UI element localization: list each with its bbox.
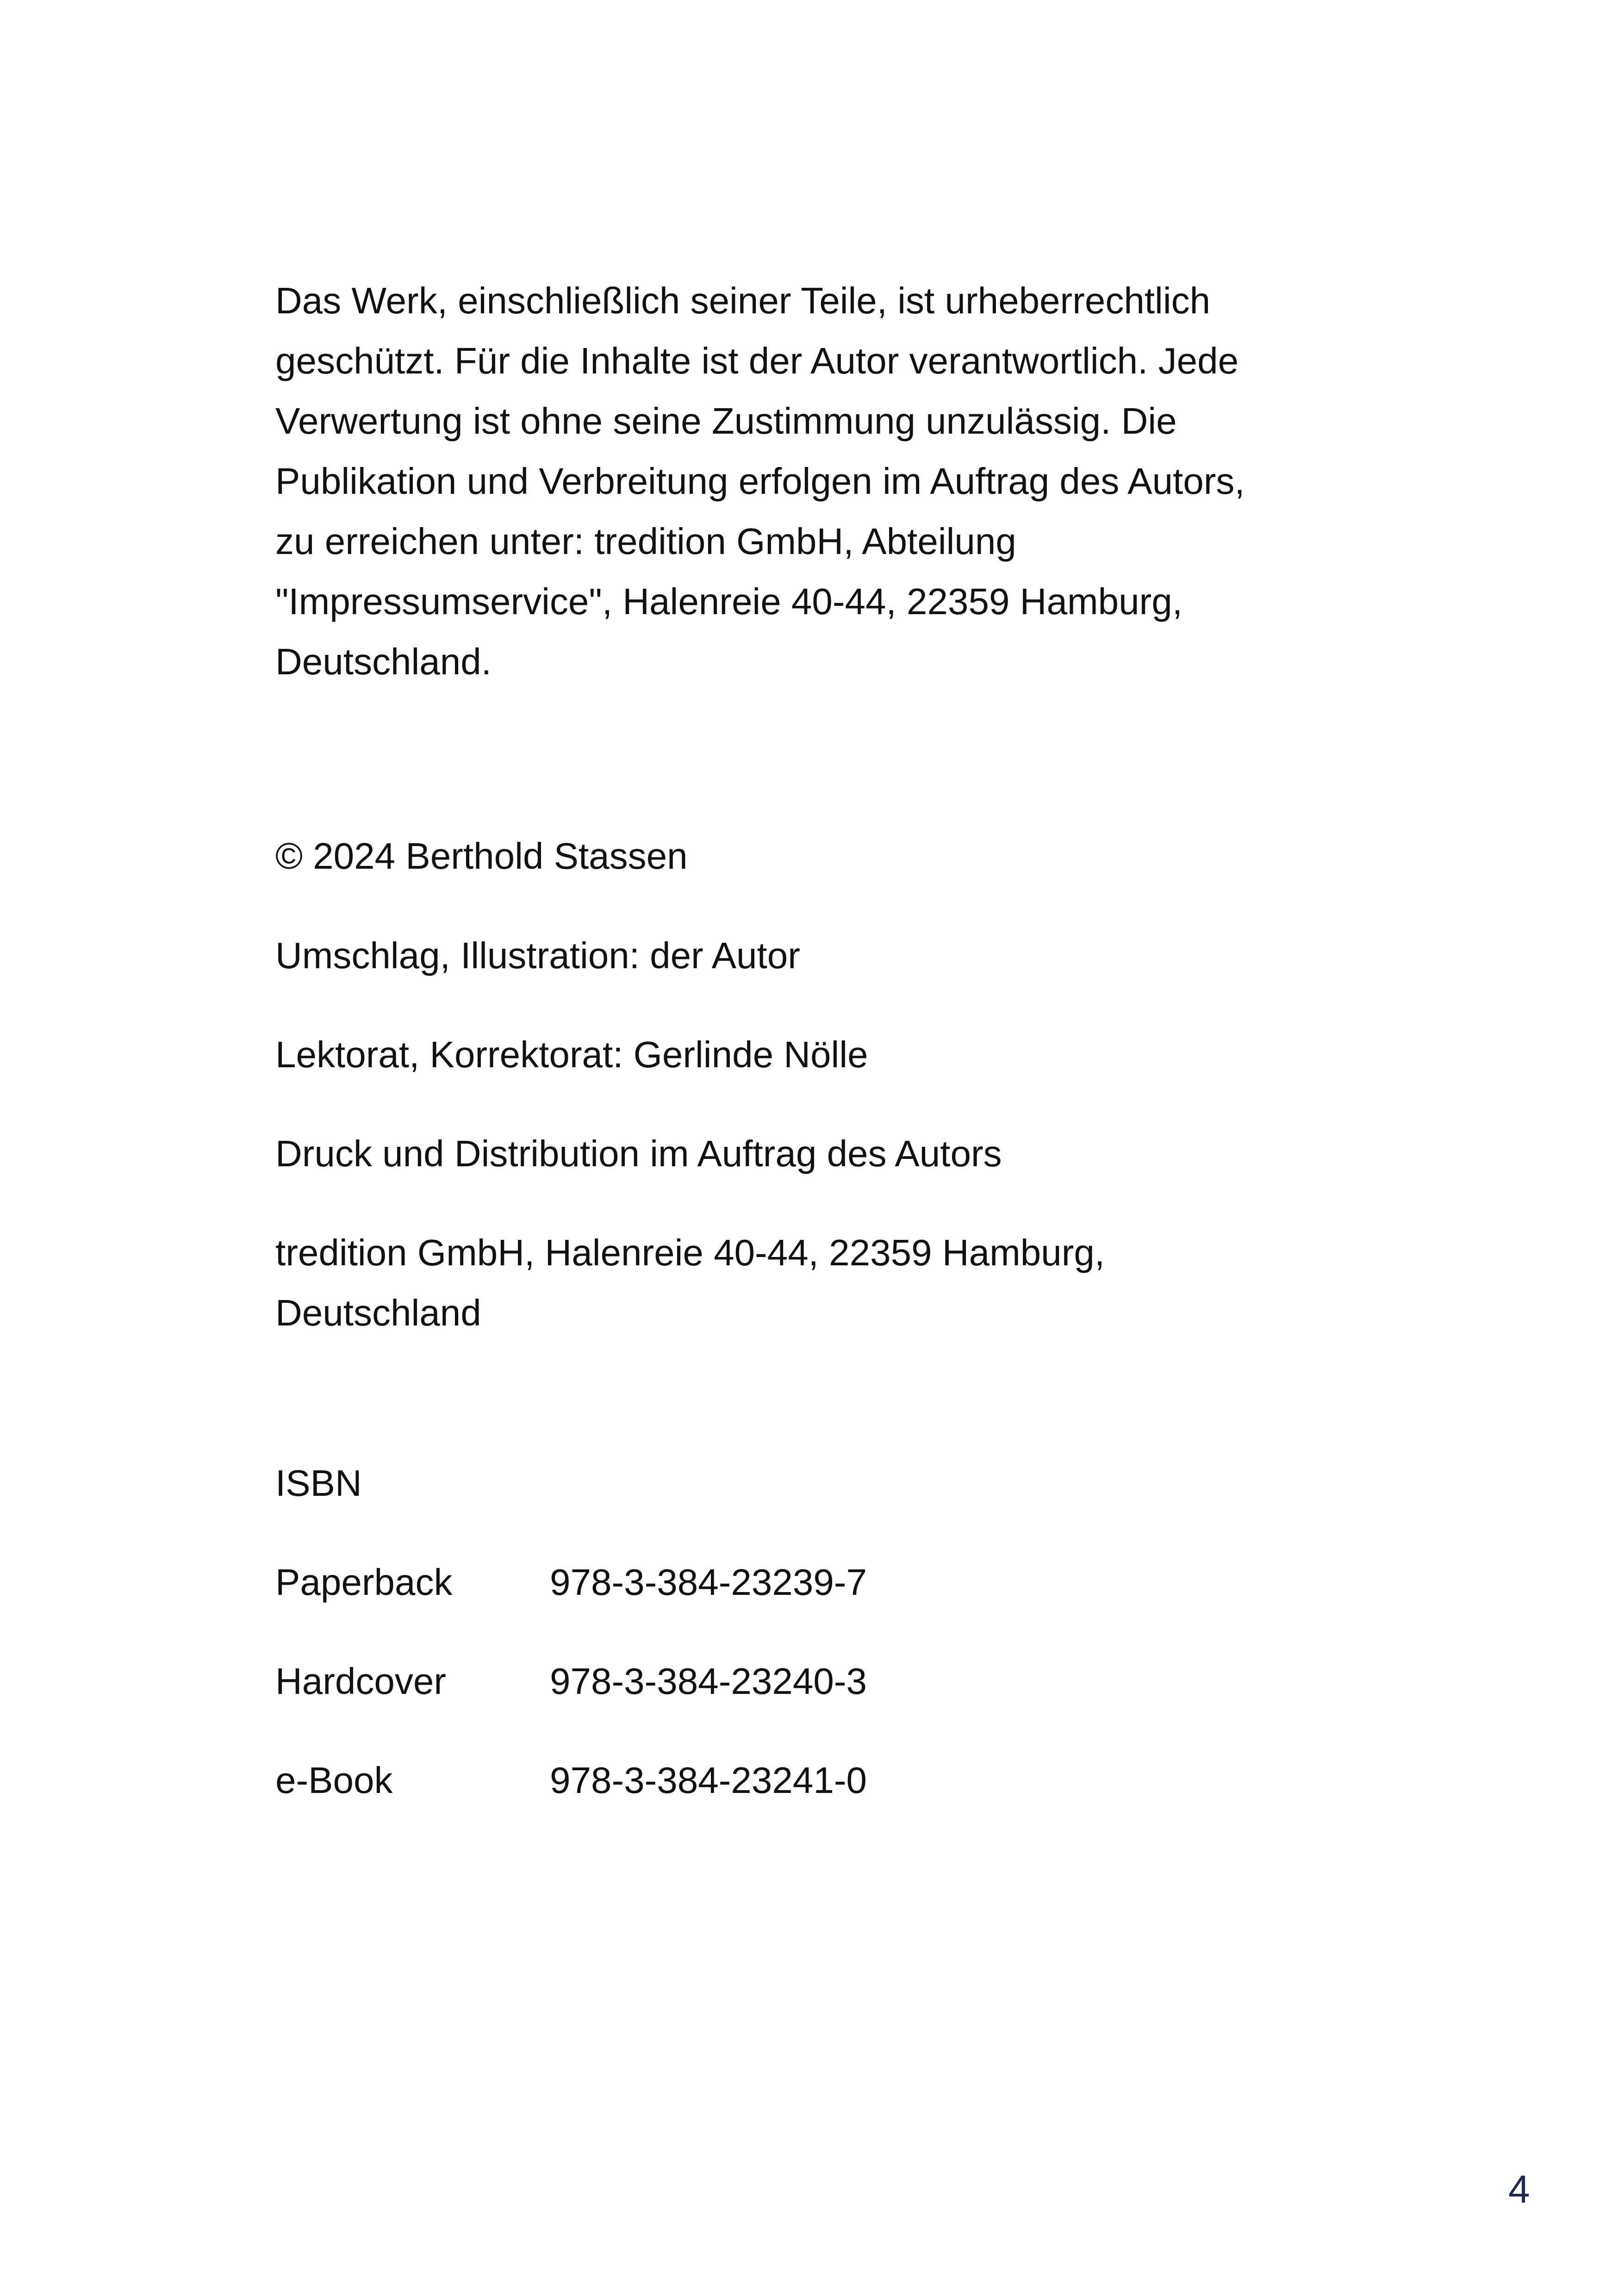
isbn-number: 978-3-384-23240-3 — [550, 1661, 867, 1702]
isbn-format: Paperback — [275, 1562, 453, 1603]
notice-line: Deutschland. — [275, 641, 492, 682]
isbn-format: e-Book — [275, 1760, 393, 1801]
isbn-number: 978-3-384-23239-7 — [550, 1562, 867, 1603]
editing-credit: Lektorat, Korrektorat: Gerlinde Nölle — [275, 1034, 868, 1075]
isbn-format: Hardcover — [275, 1661, 447, 1702]
isbn-number: 978-3-384-23241-0 — [550, 1760, 867, 1801]
printing-credit: Druck und Distribution im Auftrag des Autors — [275, 1133, 1002, 1174]
notice-line: zu erreichen unter: tredition GmbH, Abteilung — [275, 521, 1016, 562]
copyright-line: © 2024 Berthold Stassen — [275, 835, 688, 877]
cover-credit: Umschlag, Illustration: der Autor — [275, 935, 800, 976]
page-number: 4 — [1508, 2167, 1530, 2211]
publisher-address-line-1: tredition GmbH, Halenreie 40-44, 22359 Hamburg, — [275, 1232, 1105, 1273]
notice-line: Das Werk, einschließlich seiner Teile, ist urheberrechtlich — [275, 280, 1211, 321]
notice-line: Publikation und Verbreitung erfolgen im Auftrag des Autors, — [275, 460, 1245, 502]
publisher-address-line-2: Deutschland — [275, 1292, 481, 1333]
isbn-heading: ISBN — [275, 1462, 362, 1504]
notice-line: geschützt. Für die Inhalte ist der Autor verantwortlich. Jede — [275, 340, 1239, 381]
copyright-notice — [275, 271, 1245, 692]
notice-line: "Impressumservice", Halenreie 40-44, 22359 Hamburg, — [275, 581, 1182, 622]
notice-line: Verwertung ist ohne seine Zustimmung unzulässig. Die — [275, 400, 1177, 442]
